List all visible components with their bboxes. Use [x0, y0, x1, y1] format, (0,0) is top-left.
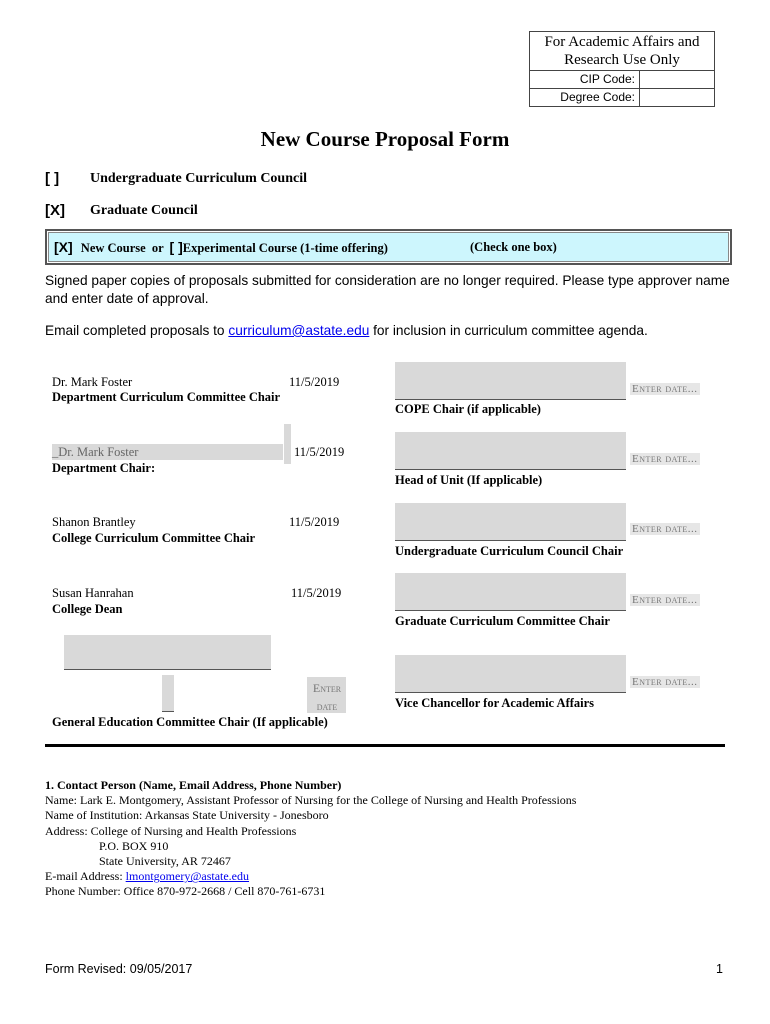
contact-email-label: E-mail Address:: [45, 869, 126, 884]
head-of-unit-title: Head of Unit (If applicable): [395, 473, 543, 487]
ucc-chair-date-field[interactable]: Enter date...: [632, 523, 698, 535]
new-course-label: New Course: [80, 241, 146, 255]
dept-curriculum-chair-date[interactable]: 11/5/2019: [289, 375, 340, 389]
college-curriculum-chair-name[interactable]: Shanon Brantley: [52, 515, 136, 529]
gen-ed-enter-date: [308, 679, 346, 715]
gcc-chair-date-field[interactable]: Enter date...: [632, 594, 698, 606]
graduate-checkbox[interactable]: [X]: [45, 202, 65, 219]
or-label: or: [151, 241, 164, 255]
page-number: 1: [716, 962, 723, 976]
admin-box-heading: For Academic Affairs and Research Use Only: [530, 32, 714, 71]
ucc-chair-signature-field[interactable]: [395, 503, 626, 541]
dept-curriculum-chair-title: Department Curriculum Committee Chair: [52, 390, 281, 404]
head-of-unit-signature-field[interactable]: [395, 432, 626, 470]
gen-ed-chair-title: General Education Committee Chair (If applicable): [52, 715, 328, 729]
dept-curriculum-chair-name[interactable]: Dr. Mark Foster: [52, 375, 133, 389]
gen-ed-signature-field[interactable]: [64, 635, 271, 670]
undergraduate-council-label: Undergraduate Curriculum Council: [90, 171, 307, 186]
dept-chair-date[interactable]: 11/5/2019: [294, 445, 345, 459]
contact-address-3: State University, AR 72467: [99, 854, 231, 869]
email-instructions: [45, 322, 735, 340]
vc-academic-affairs-title: Vice Chancellor for Academic Affairs: [395, 696, 595, 710]
college-dean-title: College Dean: [52, 602, 123, 616]
dept-chair-field-marker: [284, 424, 291, 464]
curriculum-email-link[interactable]: curriculum@astate.edu: [228, 323, 370, 338]
college-dean-name[interactable]: Susan Hanrahan: [52, 586, 134, 600]
new-course-checkbox[interactable]: [X]: [54, 239, 73, 255]
dept-chair-name: _Dr. Mark Foster: [52, 445, 139, 459]
email-suffix: for inclusion in curriculum committee agenda.: [369, 323, 648, 338]
undergraduate-checkbox[interactable]: [ ]: [45, 170, 60, 187]
cope-chair-date-field[interactable]: Enter date...: [632, 383, 698, 395]
contact-email-link[interactable]: lmontgomery@astate.edu: [125, 869, 250, 884]
degree-code-field[interactable]: [640, 89, 714, 106]
contact-name: Name: Lark E. Montgomery, Assistant Professor of Nursing for the College of Nursing and Health Professions: [45, 793, 577, 808]
email-prefix: Email completed proposals to: [45, 323, 229, 338]
form-title: New Course Proposal Form: [260, 127, 510, 151]
academic-affairs-box: [529, 31, 715, 107]
signed-copies-note: Signed paper copies of proposals submitted for consideration are no longer required. Please type approver name and enter date of approval.: [45, 273, 730, 306]
gen-ed-enter-line2: date: [316, 699, 338, 713]
college-curriculum-chair-date[interactable]: 11/5/2019: [289, 515, 340, 529]
degree-code-label: Degree Code:: [530, 89, 640, 106]
contact-phone: Phone Number: Office 870-972-2668 / Cell 870-761-6731: [45, 884, 326, 899]
contact-address: Address: College of Nursing and Health Professions: [45, 823, 297, 838]
contact-heading: 1. Contact Person (Name, Email Address, Phone Number): [45, 778, 342, 792]
graduate-council-label: Graduate Council: [90, 203, 198, 218]
ucc-chair-title: Undergraduate Curriculum Council Chair: [395, 544, 624, 558]
experimental-course-checkbox[interactable]: [ ]: [169, 239, 183, 255]
council-option-undergraduate[interactable]: [45, 170, 59, 188]
vc-academic-affairs-signature-field[interactable]: [395, 655, 626, 693]
course-type-box: [45, 229, 732, 265]
college-curriculum-chair-title: College Curriculum Committee Chair: [52, 531, 256, 545]
college-dean-date[interactable]: 11/5/2019: [291, 586, 342, 600]
gcc-chair-title: Graduate Curriculum Committee Chair: [395, 614, 610, 628]
gen-ed-name-marker: [162, 675, 174, 712]
cope-chair-title: COPE Chair (if applicable): [395, 402, 541, 416]
vc-academic-affairs-date-field[interactable]: Enter date...: [632, 676, 698, 688]
contact-email-line: [45, 869, 576, 884]
head-of-unit-date-field[interactable]: Enter date...: [632, 453, 698, 465]
section-divider: [45, 744, 725, 747]
dept-chair-title: Department Chair:: [52, 461, 156, 475]
experimental-course-label: Experimental Course (1-time offering): [182, 241, 388, 255]
cip-code-field[interactable]: [640, 71, 714, 88]
cope-chair-signature-field[interactable]: [395, 362, 626, 400]
gen-ed-enter-line1: Enter: [312, 681, 342, 695]
gcc-chair-signature-field[interactable]: [395, 573, 626, 611]
form-revised-date: Form Revised: 09/05/2017: [45, 962, 193, 976]
contact-section: [45, 778, 576, 900]
cip-code-label: CIP Code:: [530, 71, 640, 88]
contact-address-2: P.O. BOX 910: [99, 838, 169, 853]
council-option-graduate[interactable]: [45, 202, 65, 220]
check-one-box-note: (Check one box): [470, 240, 557, 254]
contact-institution: Name of Institution: Arkansas State University - Jonesboro: [45, 808, 329, 823]
